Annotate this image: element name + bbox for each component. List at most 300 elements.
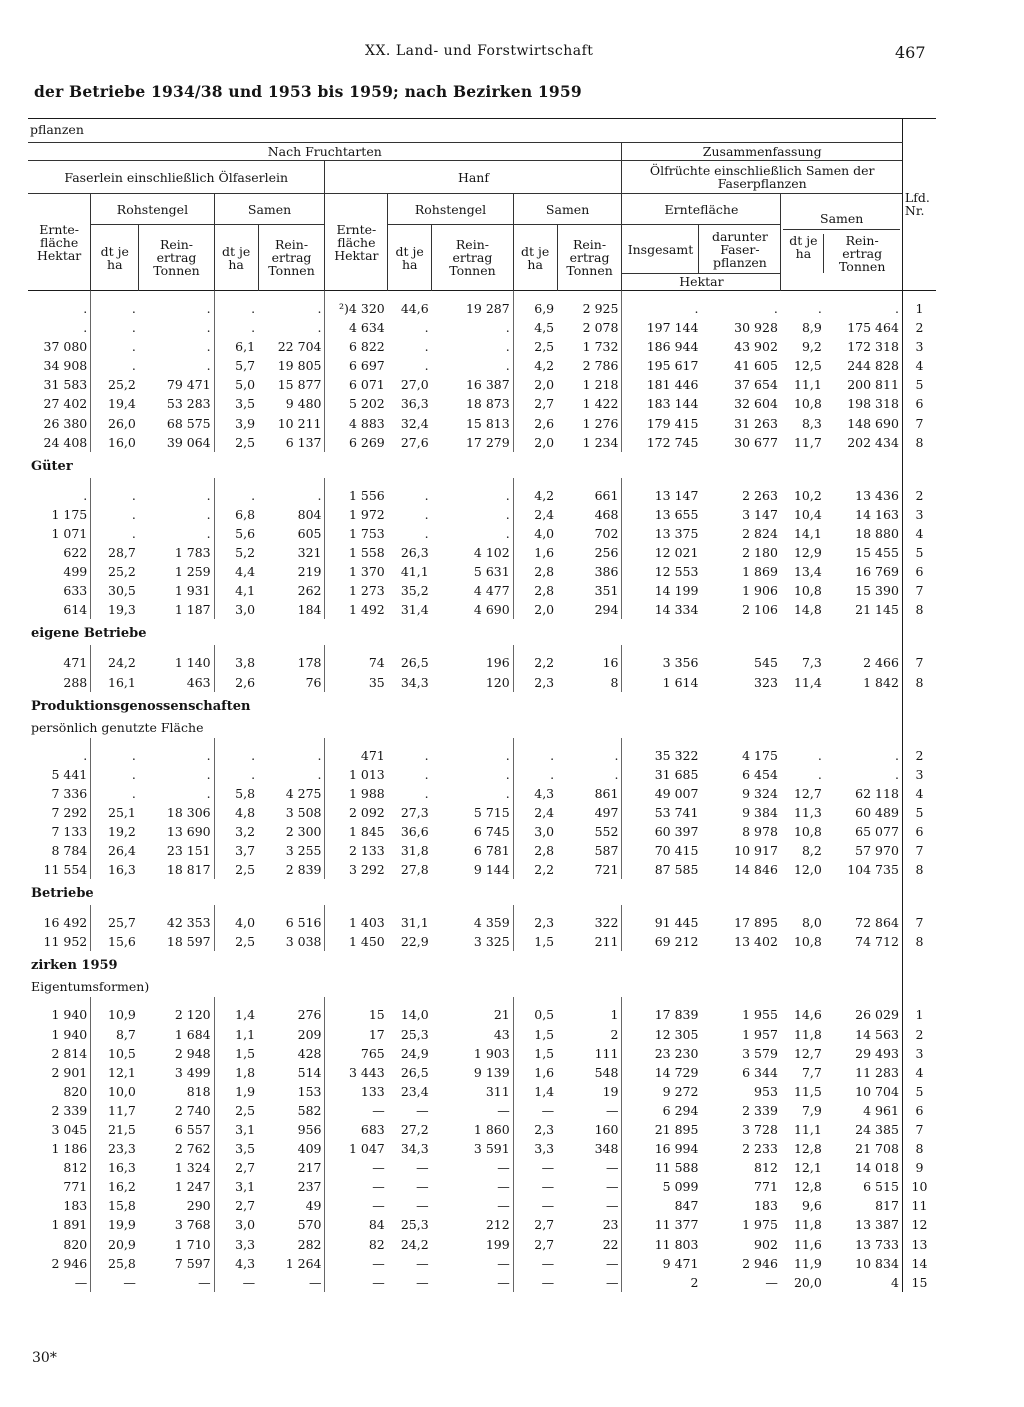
table-cell: 1 975 [742, 1217, 778, 1233]
spacer-cell [139, 478, 214, 486]
spacer-cell [258, 478, 325, 486]
table-cell: . [424, 766, 429, 782]
table-cell: 2,5 [214, 860, 258, 879]
lfd-nr-cell: 9 [902, 1158, 936, 1177]
table-cell: 198 318 [847, 396, 899, 412]
running-head: XX. Land- und Forstwirtschaft [365, 43, 594, 59]
table-cell: — [325, 1254, 388, 1273]
table-cell: 12,8 [793, 1141, 822, 1157]
table-cell: 39 064 [166, 434, 211, 450]
table-cell: 5,8 [214, 784, 258, 803]
lfd-nr-cell: 10 [902, 1177, 936, 1196]
table-row [28, 1063, 936, 1082]
table-cell: 43 902 [734, 339, 778, 355]
table-cell: 3 045 [51, 1122, 88, 1137]
lfd-nr-cell: 5 [902, 803, 936, 822]
table-cell: . [505, 339, 510, 355]
table-cell: 2,0 [513, 600, 557, 619]
table-cell: 178 [297, 655, 322, 671]
header-insgesamt: Insgesamt [627, 241, 694, 257]
table-row [28, 1235, 936, 1254]
table-cell: 31,8 [400, 843, 429, 859]
table-cell: 41,1 [400, 564, 429, 580]
spacer-row [28, 997, 936, 1005]
table-cell: 15 [325, 1005, 388, 1024]
spacer-cell [781, 738, 825, 746]
header-hanf: Hanf [325, 161, 622, 194]
table-cell: — [325, 1101, 388, 1120]
table-cell: 7 597 [174, 1255, 211, 1271]
table-row [28, 673, 936, 692]
table-cell: 3 255 [285, 843, 322, 859]
table-cell: 53 283 [166, 396, 211, 412]
table-cell: . [206, 301, 211, 316]
table-cell: 2 092 [325, 803, 388, 822]
spacer-cell [388, 645, 432, 653]
table-cell: 2,6 [513, 414, 557, 433]
spacer-cell [214, 291, 258, 300]
spacer-cell [902, 478, 936, 486]
page-title: der Betriebe 1934/38 und 1953 bis 1959; nach Bezirken 1959 [34, 82, 582, 101]
header-top-left: pflanzen [28, 119, 902, 143]
spacer-cell [902, 291, 936, 300]
lfd-spacer [902, 452, 936, 478]
table-cell: 23,4 [400, 1083, 429, 1099]
table-cell: 2,4 [513, 505, 557, 524]
table-cell: 32 604 [734, 396, 778, 412]
table-cell: — [214, 1273, 258, 1292]
table-cell: 26,5 [400, 655, 429, 671]
table-cell: 19 287 [465, 301, 510, 316]
table-cell: — [416, 1198, 429, 1214]
table-cell: 1 218 [582, 377, 619, 393]
lfd-nr-cell: 14 [902, 1254, 936, 1273]
section-subtitle-row [28, 718, 936, 738]
spacer-cell [513, 905, 557, 913]
table-cell: 2,3 [513, 913, 557, 932]
table-cell: 62 118 [855, 785, 899, 801]
table-cell: 21 895 [622, 1120, 701, 1139]
lfd-spacer [902, 692, 936, 718]
table-cell: 2,5 [214, 1101, 258, 1120]
spacer-cell [781, 905, 825, 913]
table-cell: 820 [63, 1236, 88, 1252]
table-cell: . [206, 525, 211, 541]
table-cell: 4,1 [214, 581, 258, 600]
table-row [28, 913, 936, 932]
table-cell: — [416, 1102, 429, 1118]
table-cell: 7 133 [51, 823, 88, 839]
table-cell: — [513, 1273, 557, 1292]
table-cell: . [505, 785, 510, 801]
table-header [28, 119, 936, 291]
table-cell: 582 [297, 1102, 322, 1118]
table-cell: 3,3 [513, 1139, 557, 1158]
spacer-cell [258, 291, 325, 300]
table-cell: 2,8 [513, 562, 557, 581]
table-cell: 322 [594, 915, 619, 931]
table-cell: 21 708 [855, 1141, 899, 1157]
table-cell: 8,2 [801, 843, 822, 859]
spacer-cell [91, 291, 139, 300]
table-cell: . [83, 320, 88, 336]
table-cell: 14 729 [622, 1063, 701, 1082]
table-cell: 26 380 [43, 415, 88, 431]
spacer-cell [557, 478, 622, 486]
table-cell: 2,2 [513, 860, 557, 879]
spacer-cell [214, 738, 258, 746]
spacer-row [28, 738, 936, 746]
spacer-cell [388, 291, 432, 300]
table-cell: 2,3 [513, 673, 557, 692]
table-cell: — [416, 1179, 429, 1195]
lfd-spacer [902, 951, 936, 977]
table-cell: 35 322 [622, 746, 701, 765]
table-cell: 12,1 [91, 1063, 139, 1082]
spacer-cell [28, 478, 91, 486]
table-cell: . [83, 747, 88, 763]
table-row [28, 600, 936, 619]
table-row [28, 932, 936, 951]
header-z-samen: Samen [783, 212, 900, 230]
table-cell: 12,7 [793, 1045, 822, 1061]
table-cell: — [198, 1274, 211, 1290]
table-cell: 18 880 [855, 525, 899, 541]
table-row [28, 356, 936, 375]
table-cell: — [308, 1274, 322, 1290]
table-cell: 15 877 [277, 377, 322, 393]
table-cell: 11 952 [43, 934, 88, 950]
table-cell: 23 230 [622, 1044, 701, 1063]
table-row [28, 375, 936, 394]
table-cell: 2 078 [582, 320, 619, 336]
table-cell: 9 272 [622, 1082, 701, 1101]
table-cell: 18 873 [465, 396, 510, 412]
table-cell: . [424, 487, 429, 503]
table-cell: 26,5 [400, 1064, 429, 1080]
table-cell: 6,9 [513, 299, 557, 318]
table-cell: 11 588 [622, 1158, 701, 1177]
table-cell: . [214, 318, 258, 337]
header-f-roh-dt: dt je ha [91, 225, 139, 291]
table-cell: 2 740 [174, 1102, 211, 1118]
spacer-cell [91, 645, 139, 653]
table-cell: 9 324 [742, 785, 778, 801]
lfd-nr-cell: 4 [902, 784, 936, 803]
section-heading-row [28, 452, 936, 478]
table-cell: 13 436 [855, 487, 899, 503]
table-cell: 2 300 [285, 823, 322, 839]
table-cell: 23 151 [166, 843, 211, 859]
table-cell: 497 [594, 804, 619, 820]
lfd-nr-cell: 8 [902, 433, 936, 452]
lfd-nr-cell: 8 [902, 673, 936, 692]
table-cell: 633 [63, 583, 88, 599]
table-cell: 4 102 [473, 545, 510, 561]
table-row [28, 1254, 936, 1273]
lfd-nr-cell: 8 [902, 600, 936, 619]
table-cell: 1 860 [473, 1122, 510, 1137]
table-cell: 16,2 [91, 1177, 139, 1196]
table-cell: . [894, 747, 899, 763]
table-cell: 11 283 [855, 1064, 899, 1080]
table-cell: 237 [297, 1179, 322, 1195]
table-cell: 6,8 [214, 505, 258, 524]
table-cell: 14,8 [793, 602, 822, 618]
spacer-cell [557, 905, 622, 913]
table-cell: 15 813 [465, 415, 510, 431]
spacer-cell [781, 291, 825, 300]
lfd-nr-cell: 6 [902, 1101, 936, 1120]
header-nach-fruchtarten: Nach Fruchtarten [28, 143, 622, 161]
table-cell: 14 846 [734, 862, 778, 878]
table-cell: 19,4 [91, 394, 139, 413]
table-cell: 1 370 [325, 562, 388, 581]
table-cell: . [894, 301, 899, 316]
table-cell: 7,3 [801, 655, 822, 671]
table-cell: 133 [325, 1082, 388, 1101]
table-cell: 351 [594, 583, 619, 599]
table-cell: 4,0 [214, 913, 258, 932]
table-cell: . [513, 765, 557, 784]
table-cell: 1 [610, 1007, 619, 1023]
table-row [28, 1158, 936, 1177]
table-cell: 12,0 [793, 862, 822, 878]
table-cell: — [325, 1273, 388, 1292]
table-cell: 14,6 [793, 1007, 822, 1023]
table-cell: 2,6 [214, 673, 258, 692]
table-cell: 2 [622, 1273, 701, 1292]
table-cell: 1 783 [174, 545, 211, 561]
table-cell: 1 259 [174, 564, 211, 580]
table-cell: 31,4 [400, 602, 429, 618]
table-cell: . [614, 766, 619, 782]
table-cell: 29 493 [855, 1045, 899, 1061]
table-cell: 104 735 [847, 862, 899, 878]
table-cell: 468 [594, 506, 619, 522]
table-cell: 16,3 [91, 860, 139, 879]
table-cell: 3,3 [214, 1235, 258, 1254]
table-cell: 552 [594, 823, 619, 839]
table-cell: . [317, 301, 322, 316]
header-z-samen-reinertrag: Rein- ertrag Tonnen [838, 232, 886, 274]
table-cell: 956 [297, 1122, 322, 1137]
table-cell: 19,3 [91, 600, 139, 619]
table-cell: 27,3 [400, 804, 429, 820]
table-cell: 16,3 [91, 1158, 139, 1177]
table-cell: 32,4 [400, 415, 429, 431]
table-cell: . [91, 356, 139, 375]
table-cell: 6 516 [285, 915, 322, 931]
header-faserlein-samen: Samen [214, 194, 325, 225]
table-cell: 1,4 [513, 1082, 557, 1101]
lfd-nr-cell: 7 [902, 1120, 936, 1139]
table-cell: 179 415 [622, 414, 701, 433]
table-cell: 6 781 [473, 843, 510, 859]
spacer-cell [258, 738, 325, 746]
table-cell: 24 408 [43, 434, 88, 450]
spacer-cell [701, 645, 780, 653]
spacer-cell [91, 905, 139, 913]
table-cell: 570 [297, 1217, 322, 1233]
table-cell: 195 617 [622, 356, 701, 375]
lfd-nr-cell: 5 [902, 375, 936, 394]
table-cell: 14,0 [400, 1007, 429, 1023]
lfd-nr-cell: 6 [902, 394, 936, 413]
section-subtitle: persönlich genutzte Fläche [31, 719, 204, 735]
table-cell: . [505, 487, 510, 503]
table-cell: . [424, 339, 429, 355]
table-row [28, 433, 936, 452]
table-cell: 26,0 [91, 414, 139, 433]
table-cell: 30 928 [734, 320, 778, 336]
spacer-cell [388, 478, 432, 486]
lfd-nr-cell: 5 [902, 543, 936, 562]
table-cell: 3 038 [285, 934, 322, 950]
table-row [28, 1101, 936, 1120]
table-cell: 31 583 [43, 377, 88, 393]
table-cell: . [424, 506, 429, 522]
table-cell: 1 891 [51, 1217, 88, 1233]
table-cell: 471 [63, 655, 88, 671]
statistics-table [28, 118, 936, 1292]
spacer-cell [388, 997, 432, 1005]
table-cell: — [605, 1160, 619, 1176]
table-cell: 60 489 [855, 804, 899, 820]
table-row [28, 299, 936, 318]
table-cell: 812 [754, 1160, 778, 1176]
lfd-nr-cell: 13 [902, 1235, 936, 1254]
table-cell: 1 684 [174, 1026, 211, 1042]
table-cell: 13 733 [855, 1236, 899, 1252]
section-title: Produktionsgenossenschaften [31, 698, 251, 714]
table-cell: 5 099 [622, 1177, 701, 1196]
table-cell: 23 [602, 1217, 619, 1233]
table-cell: 3,7 [214, 841, 258, 860]
table-cell: 847 [622, 1196, 701, 1215]
lfd-nr-cell: 2 [902, 1025, 936, 1044]
table-cell: . [83, 487, 88, 503]
table-cell: 1 264 [285, 1255, 322, 1271]
table-cell: 2 901 [51, 1064, 88, 1080]
table-cell: . [317, 766, 322, 782]
table-cell: 1 403 [325, 913, 388, 932]
table-row [28, 505, 936, 524]
table-cell: 27,6 [400, 434, 429, 450]
table-cell: 11 377 [622, 1215, 701, 1234]
table-cell: 10,8 [793, 583, 822, 599]
table-cell: 0,5 [513, 1005, 557, 1024]
table-cell: 7,7 [801, 1064, 822, 1080]
table-cell: 1,6 [513, 1063, 557, 1082]
table-cell: — [416, 1255, 429, 1271]
table-cell: . [817, 766, 822, 782]
table-cell: 160 [594, 1122, 619, 1137]
spacer-cell [825, 291, 903, 300]
table-cell: — [91, 1273, 139, 1292]
table-cell: 10,8 [793, 823, 822, 839]
table-cell: 25,2 [91, 375, 139, 394]
table-cell: 10,0 [91, 1082, 139, 1101]
spacer-cell [622, 738, 701, 746]
table-cell: 11,1 [793, 1122, 822, 1137]
table-cell: — [605, 1102, 619, 1118]
table-cell: 4 477 [473, 583, 510, 599]
spacer-row [28, 645, 936, 653]
table-cell: 24 385 [855, 1122, 899, 1137]
table-cell: 6,1 [214, 337, 258, 356]
table-cell: 548 [594, 1064, 619, 1080]
spacer-cell [325, 478, 388, 486]
table-cell: 4,5 [513, 318, 557, 337]
header-lfd-nr: Lfd. Nr. [902, 119, 936, 291]
table-cell: 12 305 [622, 1025, 701, 1044]
table-cell: . [91, 505, 139, 524]
table-cell: 10 917 [734, 843, 778, 859]
table-cell: 36,3 [400, 396, 429, 412]
lfd-spacer [902, 977, 936, 997]
table-cell: 1 753 [325, 524, 388, 543]
section-title: Güter [31, 458, 73, 474]
table-cell: 26,4 [91, 841, 139, 860]
table-row [28, 1044, 936, 1063]
lfd-nr-cell: 7 [902, 913, 936, 932]
table-cell: 2,4 [513, 803, 557, 822]
header-f-sam-rein: Rein- ertrag Tonnen [258, 225, 325, 291]
spacer-cell [902, 738, 936, 746]
table-cell: 37 080 [43, 339, 88, 355]
table-cell: — [765, 1274, 778, 1290]
table-cell: — [605, 1179, 619, 1195]
spacer-cell [701, 291, 780, 300]
spacer-cell [432, 478, 514, 486]
table-cell: 311 [485, 1083, 510, 1099]
table-cell: . [424, 320, 429, 336]
table-cell: 1 903 [473, 1045, 510, 1061]
table-cell: . [206, 487, 211, 503]
table-cell: — [513, 1254, 557, 1273]
spacer-cell [432, 738, 514, 746]
section-title: Betriebe [31, 886, 94, 902]
table-cell: . [214, 746, 258, 765]
table-cell: 17 839 [622, 1005, 701, 1024]
table-cell: 471 [325, 746, 388, 765]
spacer-cell [513, 645, 557, 653]
table-cell: 15 390 [855, 583, 899, 599]
header-z-samen-group [781, 194, 903, 291]
table-cell: 44,6 [400, 301, 429, 316]
table-cell: 27,0 [400, 377, 429, 393]
table-cell: . [424, 358, 429, 374]
table-cell: 212 [485, 1217, 510, 1233]
table-cell: . [91, 337, 139, 356]
spacer-cell [902, 645, 936, 653]
table-cell: 43 [493, 1026, 510, 1042]
table-cell: 1,4 [214, 1005, 258, 1024]
table-cell: 1 957 [742, 1026, 778, 1042]
lfd-nr-cell: 6 [902, 822, 936, 841]
table-cell: 1 558 [325, 543, 388, 562]
table-cell: 348 [594, 1141, 619, 1157]
table-cell: 818 [186, 1083, 211, 1099]
table-cell: 3 728 [742, 1122, 778, 1137]
table-cell: 5 441 [51, 766, 88, 782]
table-cell: 1,5 [513, 932, 557, 951]
table-cell: 183 [63, 1198, 88, 1214]
table-cell: 19 [602, 1083, 619, 1099]
table-cell: 21 145 [855, 602, 899, 618]
table-cell: 3,9 [214, 414, 258, 433]
